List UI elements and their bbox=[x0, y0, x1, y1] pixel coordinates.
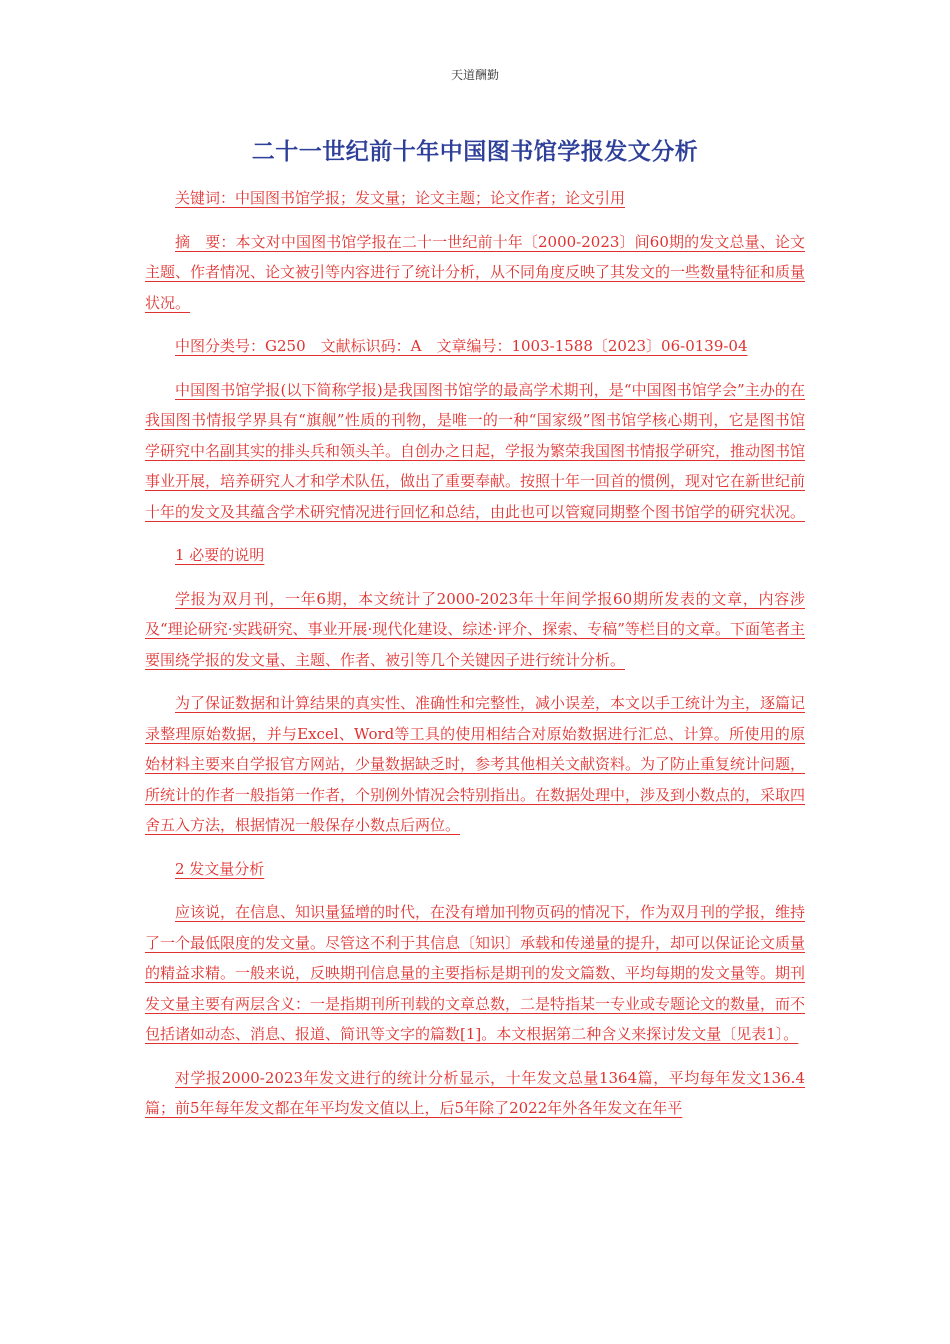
classification-text: 中图分类号：G250 文献标识码：A 文章编号：1003-1588〔2023〕06-0139-04 bbox=[175, 337, 748, 355]
intro-paragraph bbox=[145, 375, 805, 528]
section-1-paragraph-1-text: 学报为双月刊，一年6期，本文统计了2000-2023年十年间学报60期所发表的文章，内容涉及“理论研究·实践研究、事业开展·现代化建设、综述·评介、探索、专稿”等栏目的文章。下面笔者主要围绕学报的发文量、主题、作者、被引等几个关键因子进行统计分析。 bbox=[145, 589, 805, 669]
abstract-paragraph bbox=[145, 227, 805, 319]
abstract-text: 摘 要：本文对中国图书馆学报在二十一世纪前十年〔2000-2023〕间60期的发文总量、论文主题、作者情况、论文被引等内容进行了统计分析，从不同角度反映了其发文的一些数量特征和质量状况。 bbox=[145, 232, 806, 312]
article-title: 二十一世纪前十年中国图书馆学报发文分析 bbox=[251, 139, 699, 165]
section-2-paragraph-1 bbox=[145, 897, 805, 1050]
section-1-paragraph-2-text: 为了保证数据和计算结果的真实性、准确性和完整性，减小误差，本文以手工统计为主，逐篇记录整理原始数据，并与Excel、Word等工具的使用相结合对原始数据进行汇总、计算。所使用的原始材料主要来自学报官方网站，少量数据缺乏时，参考其他相关文献资料。为了防止重复统计问题，所统计的作者一般指第一作者，个别例外情况会特别指出。在数据处理中，涉及到小数点的，采取四舍五入方法，根据情况一般保存小数点后两位。 bbox=[145, 694, 806, 834]
section-1-heading bbox=[145, 540, 805, 571]
section-2-paragraph-2 bbox=[145, 1063, 805, 1124]
page-header: 天道酬勤 bbox=[450, 68, 499, 82]
section-2-paragraph-1-text: 应该说，在信息、知识量猛增的时代，在没有增加刊物页码的情况下，作为双月刊的学报，维持了一个最低限度的发文量。尽管这不利于其信息〔知识〕承载和传递量的提升，却可以保证论文质量的精益求精。一般来说，反映期刊信息量的主要指标是期刊的发文篇数、平均每期的发文量等。期刊发文量主要有两层含义：一是指期刊所刊载的文章总数，二是特指某一专业或专题论文的数量，而不包括诸如动态、消息、报道、简讯等文字的篇数[1]。本文根据第二种含义来探讨发文量〔见表1〕。 bbox=[145, 903, 806, 1043]
section-2-paragraph-2-text: 对学报2000-2023年发文进行的统计分析显示，十年发文总量1364篇，平均每年发文136.4篇；前5年每年发文都在年平均发文值以上，后5年除了2022年外各年发文在年平 bbox=[145, 1068, 805, 1117]
section-2-heading-text: 2 发文量分析 bbox=[175, 859, 265, 878]
article-body bbox=[145, 183, 805, 1137]
section-1-heading-text: 1 必要的说明 bbox=[175, 546, 265, 564]
keywords-paragraph bbox=[145, 183, 805, 214]
classification-paragraph bbox=[145, 331, 805, 362]
keywords-text: 关键词：中国图书馆学报；发文量；论文主题；论文作者；论文引用 bbox=[175, 189, 626, 207]
section-1-paragraph-2 bbox=[145, 688, 805, 841]
intro-text: 中国图书馆学报(以下简称学报)是我国图书馆学的最高学术期刊，是“中国图书馆学会”主办的在我国图书情报学界具有“旗舰”性质的刊物，是唯一的一种“国家级”图书馆学核心期刊，它是图书馆学研究中名副其实的排头兵和领头羊。自创办之日起，学报为繁荣我国图书情报学研究，推动图书馆事业开展，培养研究人才和学术队伍，做出了重要奉献。按照十年一回首的惯例，现对它在新世纪前十年的发文及其蕴含学术研究情况进行回忆和总结，由此也可以管窥同期整个图书馆学的研究状况。 bbox=[145, 380, 806, 521]
section-1-paragraph-1 bbox=[145, 584, 805, 676]
section-2-heading bbox=[145, 854, 805, 885]
